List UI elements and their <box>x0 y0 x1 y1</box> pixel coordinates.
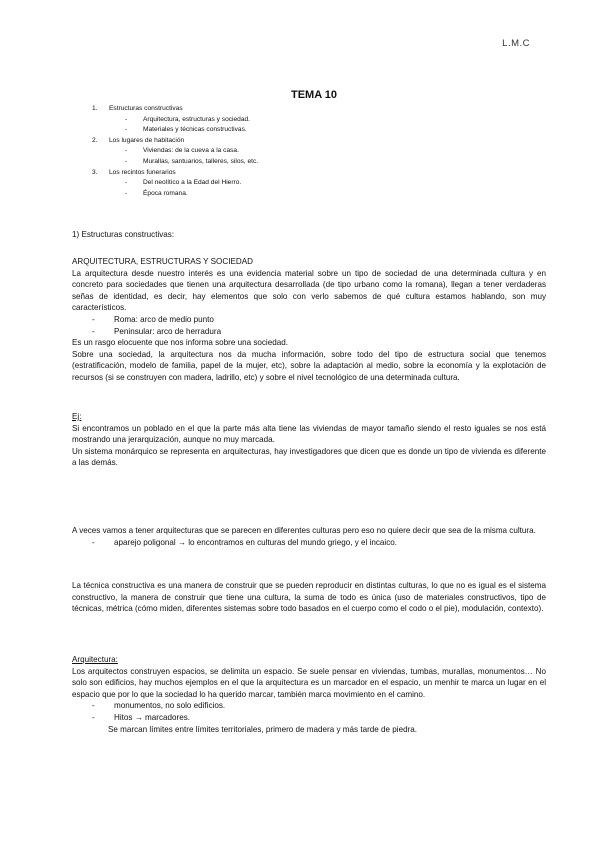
example-label: Ej: <box>72 412 82 421</box>
toc-item: 3. Los recintos funerarios <box>92 168 176 176</box>
paragraph: A veces vamos a tener arquitecturas que se parecen en diferentes culturas pero eso no quiere decir que sea de la misma cultura. <box>72 526 536 535</box>
toc-subitem: - Del neolítico a la Edad del Hierro. <box>125 179 242 187</box>
toc-subitem: - Viviendas: de la cueva a la casa. <box>125 147 239 155</box>
paragraph: Si encontramos un poblado en el que la parte más alta tiene las viviendas de mayor tamaño siendo el resto iguales se nos está mostrando una jerarquización, aunque no muy marcada. <box>72 423 546 445</box>
list-item: - monumentos, no solo edificios. <box>92 701 226 711</box>
list-item: - Hitos → marcadores. <box>92 712 191 722</box>
list-item: - Peninsular: arco de herradura <box>92 326 222 336</box>
paragraph: La técnica constructiva es una manera de construir que se pueden reproducir en distintas culturas, lo que no es igual es el sistema constructivo, la manera de construir que tiene una cultura, la suma de todo es única (uso de materiales constructivos, tipo de técnicas, métrica (cómo miden, diferentes sistemas sobre todo basados en el cuerpo como el codo o el pie), modulación, contexto). <box>72 581 546 614</box>
toc-subitem: - Época romana. <box>125 189 188 197</box>
arquitectura-label: Arquitectura: <box>72 655 118 664</box>
paragraph: Es un rasgo elocuente que nos informa sobre una sociedad. <box>72 338 288 348</box>
toc-item: 1. Estructuras constructivas <box>92 105 183 112</box>
paragraph: Un sistema monárquico se representa en arquitecturas, hay investigadores que dicen que es donde un tipo de vivienda es diferente a las demás. <box>72 446 546 468</box>
similarity-block <box>72 525 546 548</box>
subheading: ARQUITECTURA, ESTRUCTURAS Y SOCIEDAD <box>72 257 253 266</box>
paragraph: Sobre una sociedad, la arquitectura nos da mucha información, sobre todo del tipo de estructura social que tenemos (estratificación, modelo de familia, papel de la mujer, etc), sobre la adaptación al medio, sobre la economía y la explotación de recursos (si se construyen con madera, ladrillo, etc) y sobre el nivel tecnológico de una determinada cultura. <box>72 349 546 382</box>
technique-block <box>72 580 546 615</box>
example-block <box>72 411 546 469</box>
arquitectura-block <box>72 654 546 735</box>
section-heading: 1) Estructuras constructivas: <box>72 230 175 239</box>
paragraph: Los arquitectos construyen espacios, se delimita un espacio. Se suele pensar en viviendas, tumbas, murallas, monumentos… No solo son edificios, hay muchos ejemplos en el que la arquitectura es un marcador en el espacio, un menhir te marca un lugar en el espacio que por lo que la sociedad lo ha querido marcar, también marca movimiento en el camino. <box>72 666 546 699</box>
author-initials: L.M.C <box>502 38 530 49</box>
toc-subitem: - Arquitectura, estructuras y sociedad. <box>125 115 251 123</box>
toc-subitem: - Materiales y técnicas constructivas. <box>125 126 247 134</box>
paragraph: La arquitectura desde nuestro interés es una evidencia material sobre un tipo de sociedad de una determinada cultura y en concreto para sociedades que tienen una arquitectura desarrollada (de tipo urbano como la romana), llegan a tener verdaderas señas de identidad, es decir, hay elementos que solo con verlo sabemos de qué cultura estamos hablando, son muy característicos. <box>72 268 546 313</box>
list-item: - aparejo poligonal → lo encontramos en culturas del mundo griego, y el incaico. <box>92 537 397 547</box>
toc-subitem: - Murallas, santuarios, talleres, silos, etc. <box>125 157 259 165</box>
page-title: TEMA 10 <box>290 89 338 101</box>
table-of-contents <box>92 104 258 199</box>
paragraph: Se marcan límites entre límites territoriales, primero de madera y más tarde de piedra. <box>108 724 418 734</box>
toc-item: 2. Los lugares de habitación <box>92 136 185 144</box>
section-body-1 <box>72 256 546 384</box>
list-item: - Roma: arco de medio punto <box>92 314 214 324</box>
